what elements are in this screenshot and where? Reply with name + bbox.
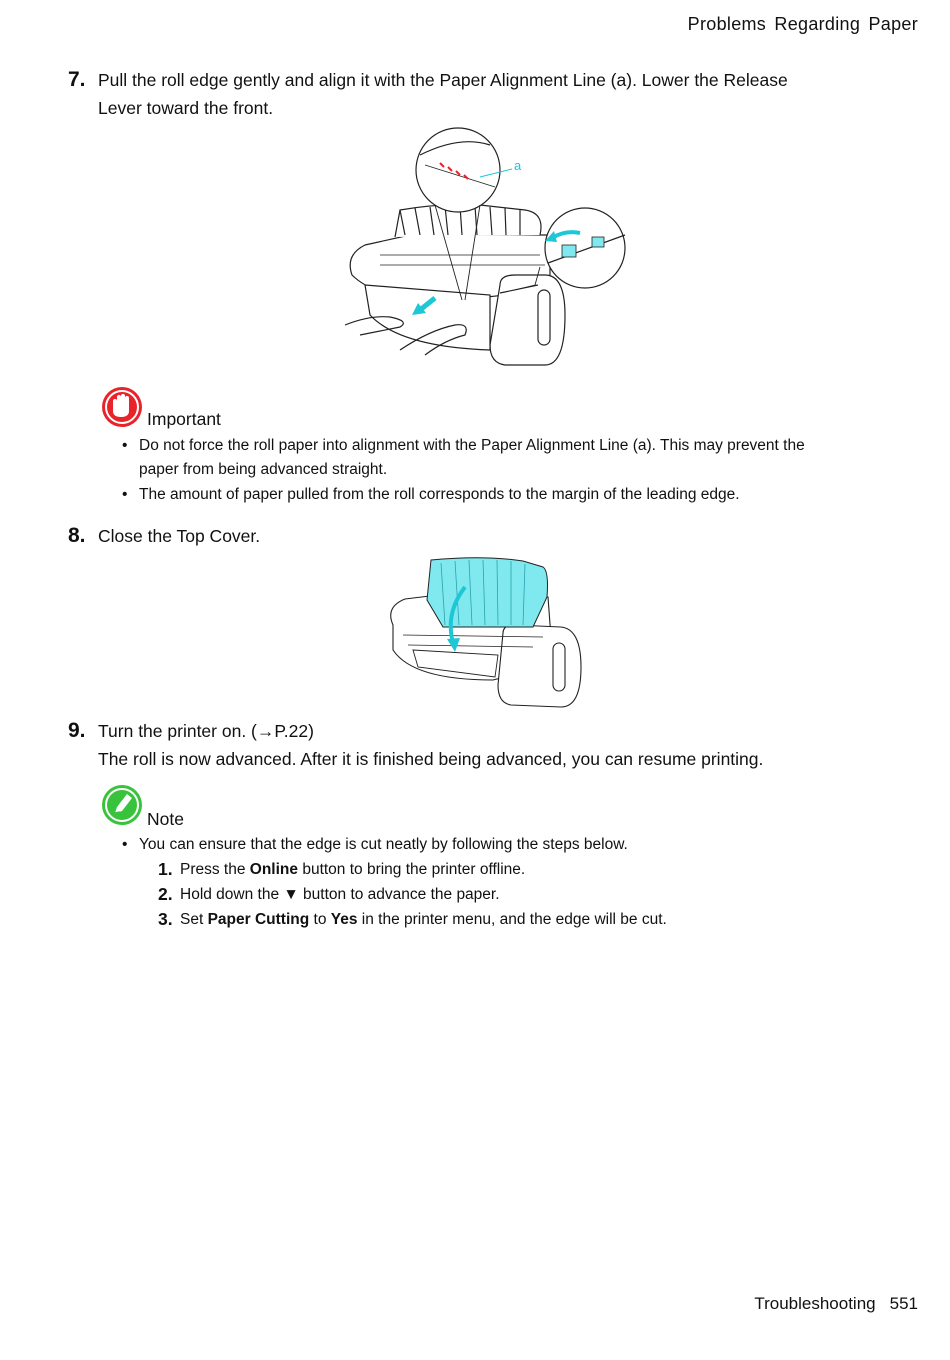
bullet-text: paper from being advanced straight. xyxy=(139,461,388,478)
sub-step-number: 3. xyxy=(158,909,173,929)
list-item xyxy=(122,434,862,482)
sub-step-number: 1. xyxy=(158,859,173,879)
sub-step-text: Press the xyxy=(180,861,250,878)
sub-step-text: Hold down the ▼ button to advance the paper. xyxy=(180,886,500,903)
close-top-cover-figure xyxy=(383,555,588,713)
menu-value-name: Yes xyxy=(330,911,358,928)
important-title: Important xyxy=(147,409,221,429)
step-text-line: Turn the printer on. (→P.22) xyxy=(98,721,314,741)
list-item xyxy=(158,907,667,932)
note-title: Note xyxy=(147,809,184,829)
step-text-line: Close the Top Cover. xyxy=(98,526,261,546)
step-text-line: Pull the roll edge gently and align it with the Paper Alignment Line (a). Lower the Release xyxy=(98,70,788,90)
list-item: • The amount of paper pulled from the roll corresponds to the margin of the leading edge. xyxy=(122,483,862,507)
note-pencil-icon xyxy=(100,783,144,827)
list-item xyxy=(158,882,667,907)
step-number: 8. xyxy=(68,524,86,547)
callout-label-a: a xyxy=(514,158,522,173)
important-callout xyxy=(100,385,221,434)
sub-step-text: Set xyxy=(180,911,208,928)
step-text-line: The roll is now advanced. After it is finished being advanced, you can resume printing. xyxy=(98,749,764,769)
note-steps xyxy=(158,857,667,932)
important-bullets xyxy=(122,434,862,508)
note-bullets xyxy=(122,833,862,858)
list-item xyxy=(158,857,667,882)
sub-step-text: button to bring the printer offline. xyxy=(298,861,526,878)
printer-alignment-figure xyxy=(340,125,640,375)
step-9 xyxy=(68,717,858,773)
step-number: 9. xyxy=(68,719,86,742)
page-header: Problems Regarding Paper xyxy=(687,14,918,34)
footer-section: Troubleshooting xyxy=(754,1294,876,1313)
button-name: Online xyxy=(249,861,299,878)
sub-step-text: in the printer menu, and the edge will be cut. xyxy=(357,911,667,928)
page-number: 551 xyxy=(889,1294,918,1313)
sub-step-text: to xyxy=(309,911,331,928)
sub-step-number: 2. xyxy=(158,884,173,904)
step-number: 7. xyxy=(68,68,86,91)
important-hand-icon xyxy=(100,385,144,429)
step-text-line: Lever toward the front. xyxy=(98,98,274,118)
list-item: • You can ensure that the edge is cut neatly by following the steps below. xyxy=(122,833,862,857)
step-8 xyxy=(68,522,858,550)
step-7 xyxy=(68,66,858,122)
bullet-text: • Do not force the roll paper into alignment with the Paper Alignment Line (a). This may prevent the xyxy=(139,437,805,454)
menu-item-name: Paper Cutting xyxy=(207,911,310,928)
note-callout xyxy=(100,783,184,832)
page-footer xyxy=(754,1294,918,1314)
